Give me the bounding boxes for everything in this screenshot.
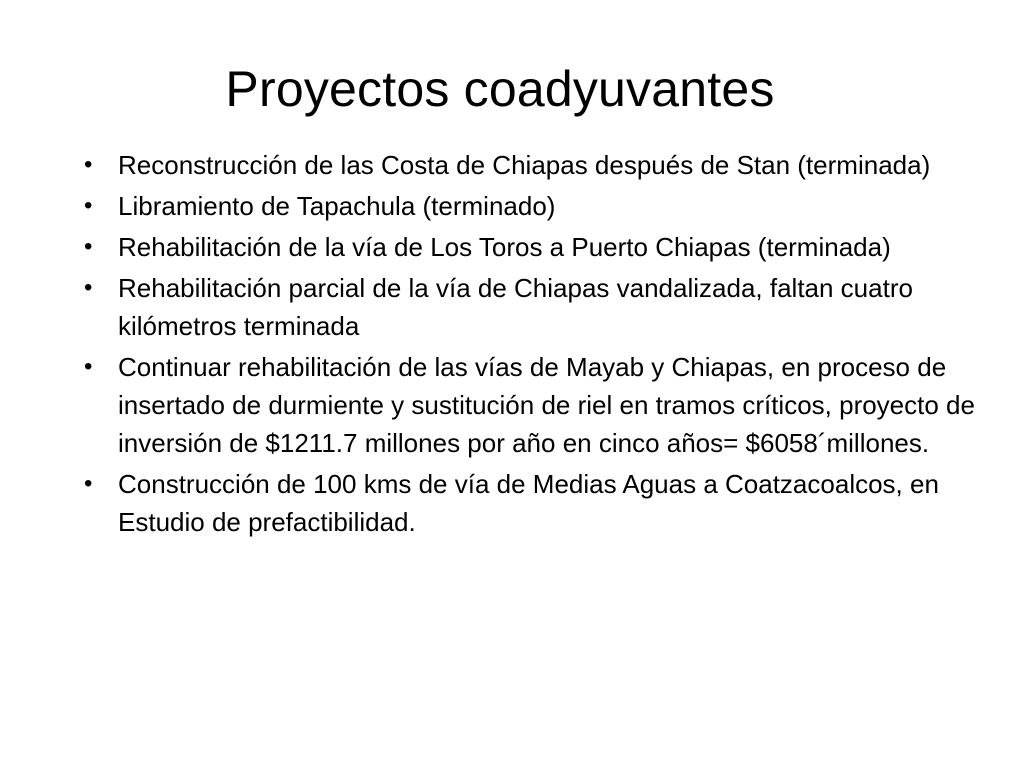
bullet-marker: •: [84, 233, 93, 260]
bullet-marker: •: [84, 192, 93, 219]
bullet-item: [82, 269, 992, 345]
bullet-item: [82, 228, 992, 266]
bullet-item: [82, 348, 992, 462]
bullet-list: [82, 146, 992, 544]
bullet-item: [82, 146, 992, 184]
bullet-item: [82, 465, 992, 541]
bullet-text: Continuar rehabilitación de las vías de Mayab y Chiapas, en proceso de insertado de durmiente y sustitución de riel en tramos críticos, proyecto de inversión de $1211.7 millones por año en cinco años= $6058´millones.: [118, 352, 975, 458]
bullet-item: [82, 187, 992, 225]
bullet-marker: •: [84, 274, 93, 301]
bullet-text: Libramiento de Tapachula (terminado): [118, 191, 556, 221]
bullet-marker: •: [84, 470, 93, 497]
bullet-text: Construcción de 100 kms de vía de Medias Aguas a Coatzacoalcos, en Estudio de prefactibilidad.: [118, 469, 939, 537]
bullet-text: Reconstrucción de las Costa de Chiapas después de Stan (terminada): [118, 150, 931, 180]
slide-title: Proyectos coadyuvantes: [225, 61, 775, 117]
bullet-text: Rehabilitación parcial de la vía de Chiapas vandalizada, faltan cuatro kilómetros terminada: [118, 273, 913, 341]
bullet-marker: •: [84, 353, 93, 380]
bullet-text: Rehabilitación de la vía de Los Toros a Puerto Chiapas (terminada): [118, 232, 891, 262]
bullet-marker: •: [84, 151, 93, 178]
